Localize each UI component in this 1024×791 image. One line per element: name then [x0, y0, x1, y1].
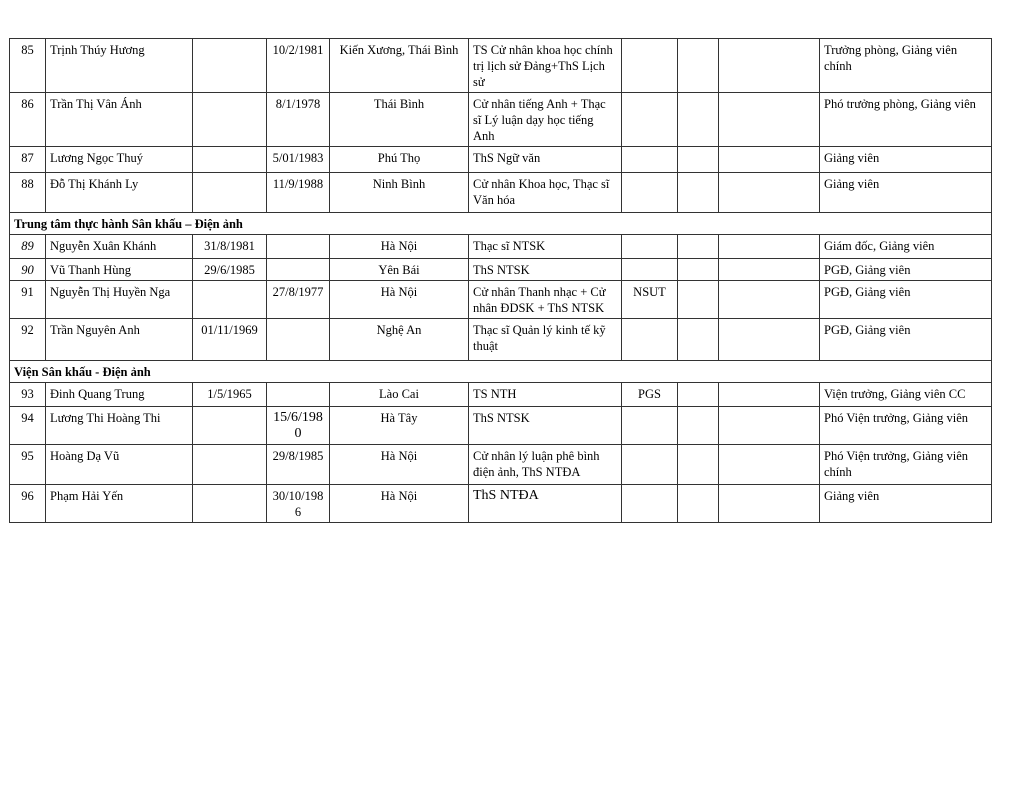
table-row	[10, 93, 992, 147]
honorary-title	[622, 445, 678, 485]
honorary-title	[622, 485, 678, 523]
table-row	[10, 39, 992, 93]
birth-place: Hà Tây	[330, 407, 469, 445]
section-row	[10, 213, 992, 235]
qualification: ThS Ngữ văn	[469, 147, 622, 173]
qualification: Cử nhân tiếng Anh + Thạc sĩ Lý luận dạy học tiếng Anh	[469, 93, 622, 147]
qualification: ThS NTĐA	[469, 485, 622, 523]
blank-cell	[719, 173, 820, 213]
blank-cell	[719, 259, 820, 281]
row-number: 94	[10, 407, 46, 445]
staff-name: Lương Thi Hoàng Thi	[46, 407, 193, 445]
staff-name: Phạm Hải Yến	[46, 485, 193, 523]
staff-table-body	[10, 39, 992, 523]
qualification: TS NTH	[469, 383, 622, 407]
section-row	[10, 361, 992, 383]
birth-date-male: 31/8/1981	[193, 235, 267, 259]
position: Viện trưởng, Giảng viên CC	[820, 383, 992, 407]
qualification: Thạc sĩ NTSK	[469, 235, 622, 259]
staff-name: Trần Thị Vân Ánh	[46, 93, 193, 147]
position: Phó trưởng phòng, Giảng viên	[820, 93, 992, 147]
table-row	[10, 147, 992, 173]
birth-date-female	[267, 383, 330, 407]
birth-date-male	[193, 445, 267, 485]
staff-name: Nguyễn Xuân Khánh	[46, 235, 193, 259]
staff-name: Hoàng Dạ Vũ	[46, 445, 193, 485]
row-number: 91	[10, 281, 46, 319]
birth-date-female	[267, 319, 330, 361]
qualification: ThS NTSK	[469, 259, 622, 281]
birth-place: Ninh Bình	[330, 173, 469, 213]
table-row	[10, 445, 992, 485]
row-number: 93	[10, 383, 46, 407]
birth-date-female: 5/01/1983	[267, 147, 330, 173]
honorary-title	[622, 319, 678, 361]
birth-date-male	[193, 407, 267, 445]
row-number: 85	[10, 39, 46, 93]
extra-cell	[678, 407, 719, 445]
row-number: 96	[10, 485, 46, 523]
birth-place: Nghệ An	[330, 319, 469, 361]
table-row	[10, 281, 992, 319]
birth-date-female: 30/10/1986	[267, 485, 330, 523]
birth-date-male	[193, 93, 267, 147]
extra-cell	[678, 485, 719, 523]
birth-place: Kiến Xương, Thái Bình	[330, 39, 469, 93]
birth-date-female: 11/9/1988	[267, 173, 330, 213]
birth-date-male: 01/11/1969	[193, 319, 267, 361]
honorary-title	[622, 259, 678, 281]
birth-date-male	[193, 485, 267, 523]
birth-place: Hà Nội	[330, 485, 469, 523]
row-number: 92	[10, 319, 46, 361]
position: PGĐ, Giảng viên	[820, 281, 992, 319]
birth-date-female: 8/1/1978	[267, 93, 330, 147]
birth-place: Hà Nội	[330, 445, 469, 485]
table-row	[10, 235, 992, 259]
extra-cell	[678, 39, 719, 93]
extra-cell	[678, 259, 719, 281]
position: PGĐ, Giảng viên	[820, 259, 992, 281]
birth-date-male	[193, 39, 267, 93]
extra-cell	[678, 235, 719, 259]
qualification: Cử nhân Thanh nhạc + Cử nhân ĐDSK + ThS NTSK	[469, 281, 622, 319]
position: Trưởng phòng, Giảng viên chính	[820, 39, 992, 93]
row-number: 95	[10, 445, 46, 485]
staff-name: Trần Nguyên Anh	[46, 319, 193, 361]
birth-date-male: 29/6/1985	[193, 259, 267, 281]
row-number: 88	[10, 173, 46, 213]
birth-place: Hà Nội	[330, 281, 469, 319]
blank-cell	[719, 383, 820, 407]
blank-cell	[719, 319, 820, 361]
extra-cell	[678, 281, 719, 319]
honorary-title	[622, 93, 678, 147]
blank-cell	[719, 407, 820, 445]
birth-date-male	[193, 173, 267, 213]
staff-name: Vũ Thanh Hùng	[46, 259, 193, 281]
birth-date-female: 29/8/1985	[267, 445, 330, 485]
table-row	[10, 383, 992, 407]
position: Giảng viên	[820, 485, 992, 523]
staff-name: Nguyễn Thị Huyền Nga	[46, 281, 193, 319]
birth-date-female	[267, 259, 330, 281]
qualification: TS Cử nhân khoa học chính trị lịch sử Đảng+ThS Lịch sử	[469, 39, 622, 93]
blank-cell	[719, 445, 820, 485]
birth-date-female	[267, 235, 330, 259]
birth-date-female: 15/6/1980	[267, 407, 330, 445]
position: Giảng viên	[820, 173, 992, 213]
honorary-title: PGS	[622, 383, 678, 407]
qualification: ThS NTSK	[469, 407, 622, 445]
blank-cell	[719, 93, 820, 147]
honorary-title	[622, 407, 678, 445]
blank-cell	[719, 485, 820, 523]
row-number: 89	[10, 235, 46, 259]
blank-cell	[719, 147, 820, 173]
row-number: 86	[10, 93, 46, 147]
blank-cell	[719, 281, 820, 319]
section-label: Trung tâm thực hành Sân khấu – Điện ảnh	[10, 213, 992, 235]
table-row	[10, 407, 992, 445]
staff-name: Lương Ngọc Thuý	[46, 147, 193, 173]
birth-date-male: 1/5/1965	[193, 383, 267, 407]
qualification: Cử nhân lý luận phê bình điện ảnh, ThS NTĐA	[469, 445, 622, 485]
extra-cell	[678, 445, 719, 485]
honorary-title: NSUT	[622, 281, 678, 319]
staff-name: Đinh Quang Trung	[46, 383, 193, 407]
birth-date-male	[193, 147, 267, 173]
qualification: Thạc sĩ Quản lý kinh tế kỹ thuật	[469, 319, 622, 361]
table-row	[10, 173, 992, 213]
table-row	[10, 319, 992, 361]
qualification: Cử nhân Khoa học, Thạc sĩ Văn hóa	[469, 173, 622, 213]
birth-date-female: 10/2/1981	[267, 39, 330, 93]
staff-table	[9, 38, 992, 523]
section-label: Viện Sân khấu - Điện ảnh	[10, 361, 992, 383]
position: Giảng viên	[820, 147, 992, 173]
honorary-title	[622, 235, 678, 259]
staff-name: Đỗ Thị Khánh Ly	[46, 173, 193, 213]
birth-place: Lào Cai	[330, 383, 469, 407]
blank-cell	[719, 235, 820, 259]
honorary-title	[622, 147, 678, 173]
row-number: 90	[10, 259, 46, 281]
birth-place: Phú Thọ	[330, 147, 469, 173]
extra-cell	[678, 319, 719, 361]
birth-date-male	[193, 281, 267, 319]
position: Phó Viện trưởng, Giảng viên chính	[820, 445, 992, 485]
extra-cell	[678, 147, 719, 173]
birth-place: Thái Bình	[330, 93, 469, 147]
position: Giám đốc, Giảng viên	[820, 235, 992, 259]
position: PGĐ, Giảng viên	[820, 319, 992, 361]
birth-date-female: 27/8/1977	[267, 281, 330, 319]
table-row	[10, 485, 992, 523]
extra-cell	[678, 173, 719, 213]
honorary-title	[622, 173, 678, 213]
row-number: 87	[10, 147, 46, 173]
honorary-title	[622, 39, 678, 93]
extra-cell	[678, 383, 719, 407]
staff-name: Trịnh Thúy Hương	[46, 39, 193, 93]
birth-place: Hà Nội	[330, 235, 469, 259]
birth-place: Yên Bái	[330, 259, 469, 281]
extra-cell	[678, 93, 719, 147]
table-row	[10, 259, 992, 281]
position: Phó Viện trưởng, Giảng viên	[820, 407, 992, 445]
blank-cell	[719, 39, 820, 93]
